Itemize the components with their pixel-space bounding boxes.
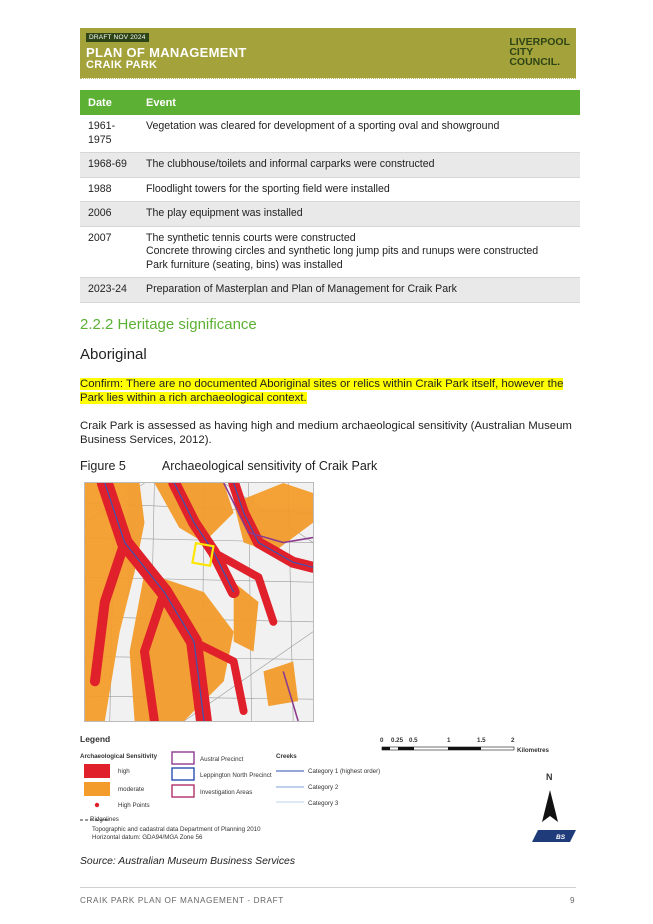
legend-cat1: Category 1 (highest order) (308, 768, 381, 775)
table-row (80, 278, 580, 303)
document-title: PLAN OF MANAGEMENT (86, 45, 247, 60)
scale-label-1: 1 (447, 737, 451, 744)
logo-line-2: CITY (509, 46, 534, 58)
council-logo (509, 37, 570, 67)
ambs-logo-text: BS (556, 834, 566, 841)
row-date: 2006 (80, 202, 138, 227)
table-row (80, 115, 580, 153)
row-event: The synthetic tennis courts were constructed Concrete throwing circles and synthetic long jump pits and runups were constructed Park furniture (seating, bins) was installed (138, 226, 580, 278)
header-banner (80, 28, 576, 78)
legend-high-point-dot (95, 803, 99, 807)
body-paragraph: Craik Park is assessed as having high and medium archaeological sensitivity (Australian Museum Business Services, 2012). (80, 420, 572, 446)
table-row (80, 177, 580, 202)
legend-moderate: moderate (118, 786, 145, 793)
footer-text: CRAIK PARK PLAN OF MANAGEMENT - DRAFT (80, 896, 284, 905)
row-date: 1968-69 (80, 153, 138, 178)
figure-title: Archaeological sensitivity of Craik Park (161, 459, 378, 473)
section-heading: 2.2.2 Heritage significance (80, 316, 257, 333)
legend-leppington-swatch (172, 768, 194, 780)
sensitivity-map (84, 482, 314, 722)
row-event: Preparation of Masterplan and Plan of Management for Craik Park (138, 278, 580, 303)
legend-cat2: Category 2 (308, 784, 339, 791)
page-number: 9 (570, 896, 575, 905)
legend-moderate-swatch (84, 782, 110, 796)
legend-austral-swatch (172, 752, 194, 764)
legend-high-points: High Points (118, 802, 150, 809)
logo-line-3: COUNCIL. (509, 56, 561, 68)
legend-leppington: Leppington North Precinct (200, 772, 272, 779)
legend-sensitivity-title: Archaeological Sensitivity (80, 753, 158, 760)
figure-number: Figure 5 (80, 459, 126, 473)
legend-investigation: Investigation Areas (200, 789, 253, 796)
legend-high-swatch (84, 764, 110, 778)
north-arrow-icon (542, 790, 558, 822)
row-date: 1961- 1975 (80, 115, 138, 153)
header-event: Event (138, 90, 580, 115)
legend-note-1: Topographic and cadastral data Department of Planning 2010 (92, 826, 261, 833)
history-table (80, 90, 580, 303)
legend-ridgelines: Ridgelines (90, 816, 119, 823)
header-rule (80, 78, 576, 79)
ambs-logo (532, 830, 576, 842)
table-row (80, 153, 580, 178)
legend-investigation-swatch (172, 785, 194, 797)
scale-label-2: 2 (511, 737, 515, 744)
north-label: N (546, 772, 553, 782)
legend-cat3: Category 3 (308, 800, 339, 807)
scale-label-05: 0.5 (409, 737, 418, 744)
scale-unit: Kilometres (517, 747, 549, 754)
header-date: Date (80, 90, 138, 115)
row-date: 2007 (80, 226, 138, 278)
scale-label-0: 0 (380, 737, 384, 744)
row-event: The clubhouse/toilets and informal carparks were constructed (138, 153, 580, 178)
figure-caption (80, 459, 377, 473)
scale-bar (380, 737, 550, 754)
scale-label-15: 1.5 (477, 737, 486, 744)
row-event: Floodlight towers for the sporting field were installed (138, 177, 580, 202)
row-event: The play equipment was installed (138, 202, 580, 227)
row-date: 2023-24 (80, 278, 138, 303)
logo-line-1: LIVERPOOL (509, 36, 570, 48)
map-legend (80, 730, 580, 850)
legend-note-2: Horizontal datum: GDA94/MGA Zone 56 (92, 834, 203, 841)
table-header-row (80, 90, 580, 115)
figure-source: Source: Australian Museum Business Services (80, 856, 296, 867)
row-event: Vegetation was cleared for development of a sporting oval and showground (138, 115, 580, 153)
draft-label: DRAFT NOV 2024 (86, 33, 149, 42)
footer-rule (80, 887, 576, 888)
section-subheading: Aboriginal (80, 346, 147, 363)
document-subtitle: CRAIK PARK (86, 59, 158, 71)
table-row (80, 226, 580, 278)
legend-creeks-title: Creeks (276, 753, 297, 760)
legend-austral: Austral Precinct (200, 756, 244, 763)
highlighted-note: Confirm: There are no documented Aboriginal sites or relics within Craik Park itself, however the Park lies within a rich archaeological context. (80, 378, 564, 404)
scale-label-025: 0.25 (391, 737, 404, 744)
legend-high: high (118, 768, 130, 775)
table-row (80, 202, 580, 227)
row-date: 1988 (80, 177, 138, 202)
legend-title: Legend (80, 734, 111, 744)
